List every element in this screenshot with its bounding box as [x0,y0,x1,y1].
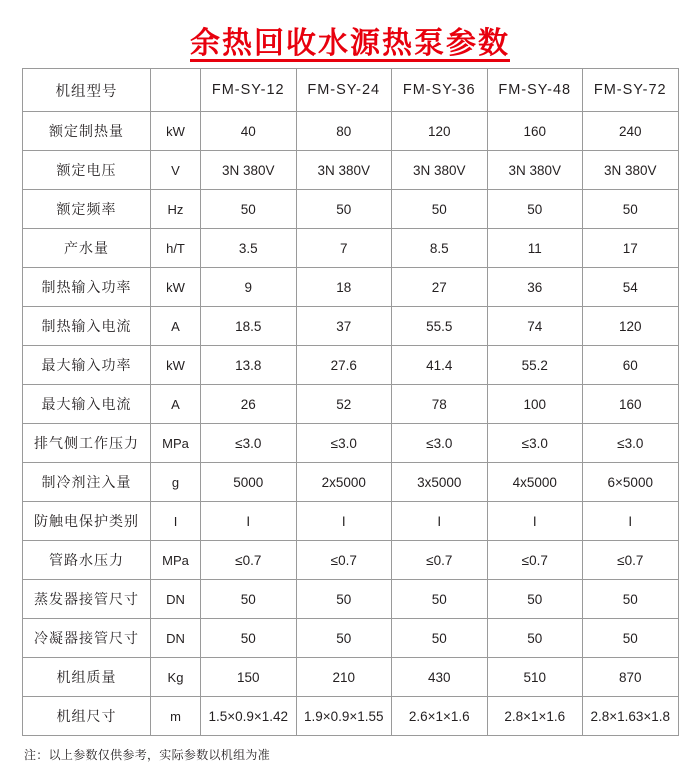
table-row [23,190,679,229]
row-value: 510 [487,658,583,697]
row-value: 5000 [201,463,297,502]
row-unit: DN [151,619,201,658]
row-value: 2.8×1×1.6 [487,697,583,736]
row-unit: kW [151,346,201,385]
header-model-4: FM-SY-48 [487,69,583,112]
row-value: 430 [392,658,488,697]
row-label: 制冷剂注入量 [23,463,151,502]
row-value: 36 [487,268,583,307]
row-value: 120 [583,307,679,346]
table-row [23,268,679,307]
header-model-2: FM-SY-24 [296,69,392,112]
row-value: 37 [296,307,392,346]
row-value: 55.2 [487,346,583,385]
table-row [23,424,679,463]
row-value: 50 [296,190,392,229]
row-value: 3N 380V [296,151,392,190]
row-value: 2.6×1×1.6 [392,697,488,736]
row-unit: V [151,151,201,190]
row-value: 4x5000 [487,463,583,502]
row-value: 6×5000 [583,463,679,502]
row-unit: Hz [151,190,201,229]
row-value: 78 [392,385,488,424]
row-value: 3N 380V [392,151,488,190]
table-row [23,307,679,346]
row-value: 52 [296,385,392,424]
header-model-1: FM-SY-12 [201,69,297,112]
table-header-row [23,69,679,112]
row-value: 40 [201,112,297,151]
table-row [23,658,679,697]
footnote: 注：以上参数仅供参考，实际参数以机组为准 [24,748,271,762]
row-value: 9 [201,268,297,307]
table-row [23,619,679,658]
row-label: 制热输入电流 [23,307,151,346]
row-value: 150 [201,658,297,697]
table-row [23,697,679,736]
row-value: 160 [487,112,583,151]
row-unit: A [151,307,201,346]
row-value: 18.5 [201,307,297,346]
row-unit: Kg [151,658,201,697]
row-value: I [487,502,583,541]
row-label: 机组质量 [23,658,151,697]
row-value: 50 [487,580,583,619]
row-label: 额定电压 [23,151,151,190]
row-value: 50 [296,619,392,658]
row-value: ≤3.0 [392,424,488,463]
row-value: 27.6 [296,346,392,385]
row-value: 50 [392,580,488,619]
row-value: 11 [487,229,583,268]
row-label: 额定频率 [23,190,151,229]
row-label: 机组尺寸 [23,697,151,736]
row-value: 27 [392,268,488,307]
row-unit: m [151,697,201,736]
row-value: 50 [583,190,679,229]
table-row [23,463,679,502]
row-value: 60 [583,346,679,385]
row-value: 3N 380V [201,151,297,190]
row-value: I [201,502,297,541]
table-row [23,112,679,151]
row-value: ≤3.0 [296,424,392,463]
row-value: 3.5 [201,229,297,268]
row-value: ≤3.0 [487,424,583,463]
row-value: I [296,502,392,541]
row-value: 17 [583,229,679,268]
row-value: 1.5×0.9×1.42 [201,697,297,736]
row-value: 3N 380V [487,151,583,190]
row-value: 50 [392,619,488,658]
row-unit: A [151,385,201,424]
row-value: 50 [201,580,297,619]
row-value: 55.5 [392,307,488,346]
row-value: 50 [392,190,488,229]
row-label: 最大输入电流 [23,385,151,424]
table-row [23,541,679,580]
table-row [23,385,679,424]
row-value: I [392,502,488,541]
row-value: 2.8×1.63×1.8 [583,697,679,736]
specifications-table [22,68,679,736]
row-label: 防触电保护类别 [23,502,151,541]
row-label: 产水量 [23,229,151,268]
row-value: ≤0.7 [392,541,488,580]
row-value: I [583,502,679,541]
row-unit: I [151,502,201,541]
row-value: ≤3.0 [583,424,679,463]
row-value: 100 [487,385,583,424]
row-unit: h/T [151,229,201,268]
row-value: 50 [296,580,392,619]
row-value: 50 [201,619,297,658]
row-value: 7 [296,229,392,268]
table-row [23,502,679,541]
row-label: 排气侧工作压力 [23,424,151,463]
row-unit: DN [151,580,201,619]
row-value: ≤3.0 [201,424,297,463]
table-row [23,151,679,190]
row-value: 1.9×0.9×1.55 [296,697,392,736]
row-value: 8.5 [392,229,488,268]
row-label: 管路水压力 [23,541,151,580]
row-value: 240 [583,112,679,151]
row-value: 54 [583,268,679,307]
row-unit: MPa [151,541,201,580]
row-value: 26 [201,385,297,424]
row-label: 蒸发器接管尺寸 [23,580,151,619]
spec-table-container [0,68,700,736]
row-label: 最大输入功率 [23,346,151,385]
row-unit: MPa [151,424,201,463]
row-value: 3N 380V [583,151,679,190]
row-value: 74 [487,307,583,346]
row-value: 80 [296,112,392,151]
row-label: 额定制热量 [23,112,151,151]
row-value: 50 [487,619,583,658]
row-value: ≤0.7 [201,541,297,580]
page-title: 余热回收水源热泵参数 [190,26,510,61]
row-value: ≤0.7 [487,541,583,580]
row-value: ≤0.7 [296,541,392,580]
header-model-label: 机组型号 [23,69,151,112]
row-value: 160 [583,385,679,424]
table-row [23,229,679,268]
row-value: 18 [296,268,392,307]
row-value: 210 [296,658,392,697]
row-label: 冷凝器接管尺寸 [23,619,151,658]
row-value: ≤0.7 [583,541,679,580]
table-row [23,580,679,619]
row-value: 3x5000 [392,463,488,502]
row-unit: kW [151,112,201,151]
row-value: 41.4 [392,346,488,385]
row-value: 50 [201,190,297,229]
row-value: 50 [583,580,679,619]
row-value: 50 [583,619,679,658]
header-model-5: FM-SY-72 [583,69,679,112]
row-value: 870 [583,658,679,697]
header-unit-cell [151,69,201,112]
row-unit: g [151,463,201,502]
table-row [23,346,679,385]
row-label: 制热输入功率 [23,268,151,307]
row-value: 120 [392,112,488,151]
header-model-3: FM-SY-36 [392,69,488,112]
row-value: 2x5000 [296,463,392,502]
row-unit: kW [151,268,201,307]
row-value: 13.8 [201,346,297,385]
row-value: 50 [487,190,583,229]
